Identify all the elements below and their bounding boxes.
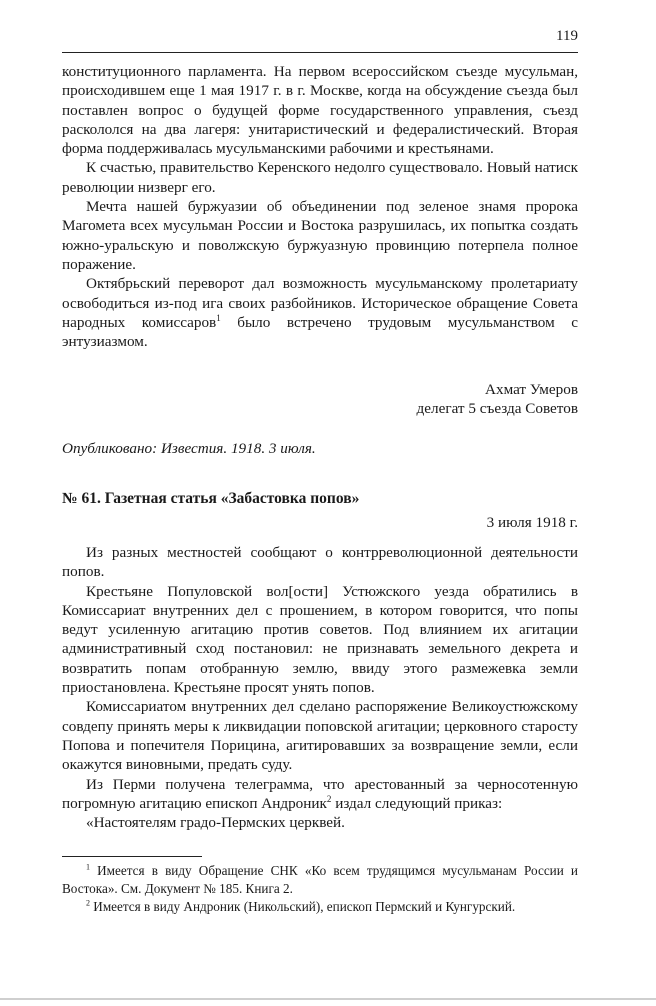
- paragraph: К счастью, правительство Керенского недолго существовало. Новый натиск революции низверг его.: [62, 159, 578, 196]
- footnotes: [62, 862, 578, 916]
- signature-block: [62, 380, 578, 419]
- previous-document-text: [62, 62, 578, 351]
- paragraph: Из разных местностей сообщают о контрреволюционной деятельности попов.: [62, 544, 578, 581]
- paragraph: [62, 775, 578, 814]
- publication-note: Опубликовано: Известия. 1918. 3 июля.: [62, 440, 316, 457]
- paragraph: Крестьяне Популовской вол[ости] Устюжского уезда обратились в Комиссариат внутренних дел с прошением, в котором говорится, что попы ведут усиленную агитацию против советов. Под влиянием их агитации административный сход постановил: не признавать земельного декрета и возвратить попам отобранную землю, ввиду этого размежевка земли приостановлена. Крестьяне просят унять попов.: [62, 582, 578, 697]
- paragraph: «Настоятелям градо-Пермских церквей.: [86, 814, 345, 832]
- paragraph: Мечта нашей буржуазии об объединении под зеленое знамя пророка Магомета всех мусульман России и Востока разрушилась, их попытка создать южно-уральскую и поволжскую буржуазную провинцию потерпела полное поражение.: [62, 198, 578, 273]
- document-heading: № 61. Газетная статья «Забастовка попов»: [62, 490, 360, 507]
- paragraph-text: Из Перми получена телеграмма, что арестованный за черносотенную погромную агитацию епископ Андроник: [62, 775, 578, 812]
- footnote: [62, 862, 578, 898]
- page-number: 119: [556, 28, 578, 44]
- paragraph-text: Октябрьский переворот дал возможность мусульманскому пролетариату освободиться из-под ига своих разбойников. Историческое обращение Совета народных комиссаров: [62, 275, 578, 331]
- paragraph: конституционного парламента. На первом всероссийском съезде мусульман, происходившем еще 1 мая 1917 г. в г. Москве, когда на обсуждение съезда был поставлен вопрос о будущей форме государственного управления, съезд раскололся на два лагеря: унитаристический и федералистический. Вторая форма поддерживалась мусульманскими рабочими и крестьянами.: [62, 63, 578, 158]
- footnote-text: Имеется в виду Обращение СНК «Ко всем трудящимся мусульманам России и Востока». См. Документ № 185. Книга 2.: [62, 863, 578, 896]
- document-date: 3 июля 1918 г.: [486, 514, 578, 531]
- page-bottom-edge: [0, 998, 656, 1000]
- footnote-reference[interactable]: 1: [216, 312, 221, 323]
- header-rule: [62, 52, 578, 53]
- document-date-block: [62, 513, 578, 532]
- footnote-mark: 2: [86, 898, 90, 908]
- publication-note-block: [62, 439, 578, 458]
- paragraph-text: издал следующий приказ:: [331, 794, 503, 812]
- paragraph-text: было встречено трудовым мусульманством с энтузиазмом.: [62, 313, 578, 351]
- footnote-mark: 1: [86, 862, 90, 872]
- paragraph: [62, 274, 578, 351]
- signature-title: делегат 5 съезда Советов: [416, 400, 578, 418]
- footnote-rule: [62, 856, 202, 857]
- footnote-text: Имеется в виду Андроник (Никольский), епископ Пермский и Кунгурский.: [93, 899, 516, 914]
- document-body: [62, 543, 578, 832]
- signature-name: Ахмат Умеров: [485, 381, 578, 398]
- paragraph: Комиссариатом внутренних дел сделано распоряжение Великоустюжскому совдепу принять меры к ликвидации поповской агитации; церковного старосту Попова и попечителя Порицина, агитировавших за возвращение земли, если окажутся виновными, предать суду.: [62, 698, 578, 774]
- footnote-reference[interactable]: 2: [326, 793, 332, 804]
- footnote: [62, 898, 578, 916]
- document-heading-block: [62, 489, 578, 508]
